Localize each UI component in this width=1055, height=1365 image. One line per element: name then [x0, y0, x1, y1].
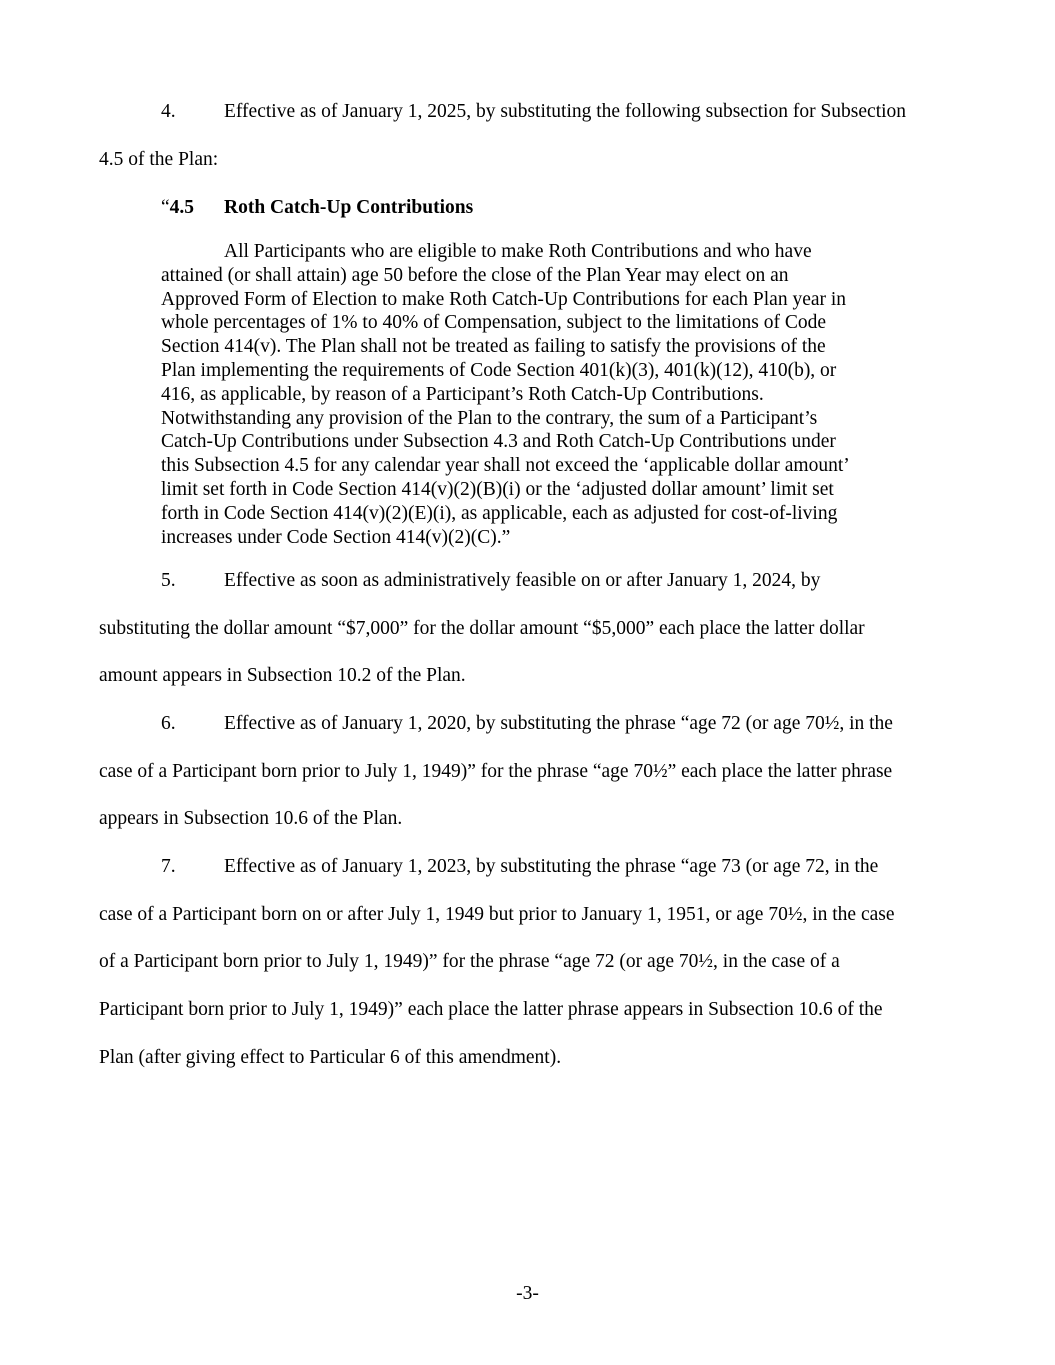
item-7-line-4: Participant born prior to July 1, 1949)” each place the latter phrase appears in Subsection 10.6 of the	[99, 999, 883, 1020]
item-5-line-1: Effective as soon as administratively feasible on or after January 1, 2024, by	[224, 570, 821, 591]
section-body-line: Approved Form of Election to make Roth Catch-Up Contributions for each Plan year in	[161, 288, 847, 310]
item-4-number: 4.	[161, 101, 176, 122]
section-body-line: Catch-Up Contributions under Subsection 4.3 and Roth Catch-Up Contributions under	[161, 431, 836, 453]
section-open-quote: “	[161, 197, 170, 218]
section-number: 4.5	[169, 197, 195, 218]
section-body-line: forth in Code Section 414(v)(2)(E)(i), as applicable, each as adjusted for cost-of-living	[161, 502, 838, 524]
item-7-line-1: Effective as of January 1, 2023, by substituting the phrase “age 73 (or age 72, in the	[224, 856, 879, 877]
item-5-line-3: amount appears in Subsection 10.2 of the Plan.	[99, 665, 466, 686]
section-heading: Roth Catch-Up Contributions	[224, 197, 474, 218]
item-5-number: 5.	[161, 570, 176, 591]
item-7-line-2: case of a Participant born on or after July 1, 1949 but prior to January 1, 1951, or age 70½, in the case	[99, 904, 895, 925]
item-7-number: 7.	[161, 856, 176, 877]
item-6-line-1: Effective as of January 1, 2020, by substituting the phrase “age 72 (or age 70½, in the	[224, 713, 893, 734]
section-body-line: All Participants who are eligible to make Roth Contributions and who have	[224, 241, 812, 262]
section-body-line: 416, as applicable, by reason of a Participant’s Roth Catch-Up Contributions.	[161, 383, 764, 405]
item-7-line-5: Plan (after giving effect to Particular 6 of this amendment).	[99, 1047, 562, 1068]
item-6-line-2: case of a Participant born prior to July 1, 1949)” for the phrase “age 70½” each place the latter phrase	[99, 761, 893, 782]
section-body-line: increases under Code Section 414(v)(2)(C).”	[161, 526, 511, 548]
section-body-line: attained (or shall attain) age 50 before the close of the Plan Year may elect on an	[161, 264, 789, 286]
item-7-line-3: of a Participant born prior to July 1, 1949)” for the phrase “age 72 (or age 70½, in the case of a	[99, 951, 840, 972]
section-body-line: whole percentages of 1% to 40% of Compensation, subject to the limitations of Code	[161, 312, 827, 334]
item-5-line-2: substituting the dollar amount “$7,000” for the dollar amount “$5,000” each place the latter dollar	[99, 618, 865, 639]
item-4-line-1: Effective as of January 1, 2025, by substituting the following subsection for Subsection	[224, 101, 907, 122]
section-body-line: this Subsection 4.5 for any calendar year shall not exceed the ‘applicable dollar amount’	[161, 455, 850, 477]
section-body-line: limit set forth in Code Section 414(v)(2)(B)(i) or the ‘adjusted dollar amount’ limit set	[161, 478, 834, 500]
page-number: -3-	[516, 1283, 539, 1304]
section-4-5-heading-row	[161, 196, 194, 220]
item-6-line-3: appears in Subsection 10.6 of the Plan.	[99, 808, 403, 829]
item-4-line-2: 4.5 of the Plan:	[99, 149, 219, 170]
section-body-line: Notwithstanding any provision of the Plan to the contrary, the sum of a Participant’s	[161, 407, 818, 429]
section-body-line: Section 414(v). The Plan shall not be treated as failing to satisfy the provisions of the	[161, 336, 826, 358]
section-body-line: Plan implementing the requirements of Code Section 401(k)(3), 401(k)(12), 410(b), or	[161, 359, 837, 381]
section-4-5-body	[161, 240, 901, 549]
item-6-number: 6.	[161, 713, 176, 734]
